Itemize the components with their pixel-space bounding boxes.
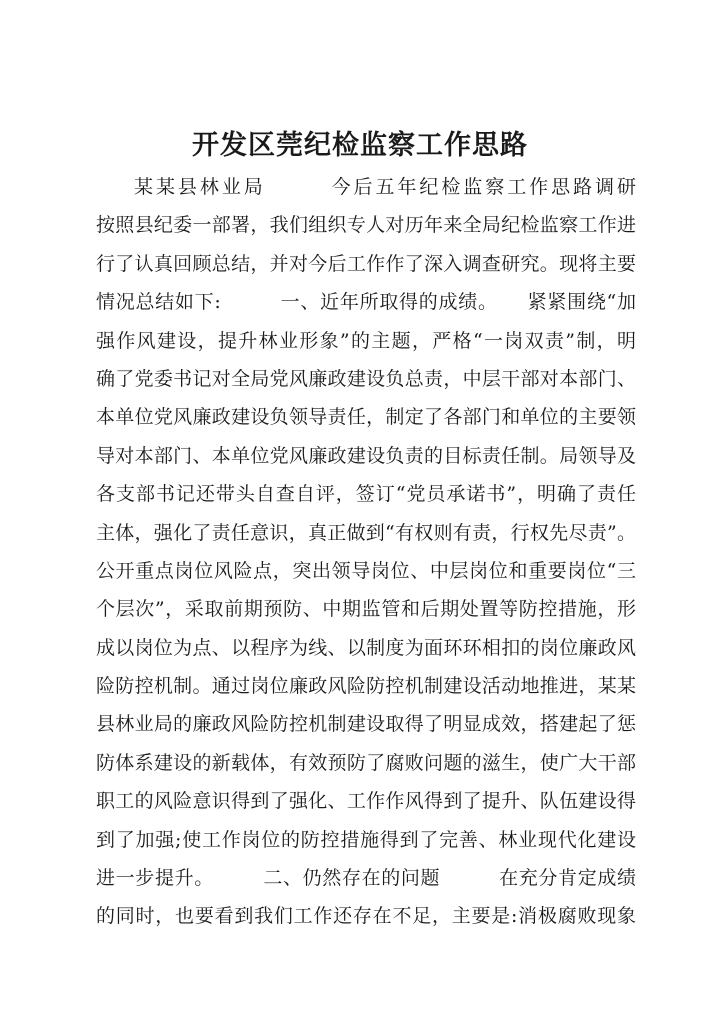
body-line: 成以岗位为点、以程序为线、以制度为面环环相扣的岗位廉政风 <box>96 636 636 659</box>
body-line: 按照县纪委一部署，我们组织专人对历年来全局纪检监察工作进 <box>96 214 636 237</box>
body-line: 的同时，也要看到我们工作还存在不足，主要是:消极腐败现象 <box>96 905 636 928</box>
body-line: 情况总结如下: 一、近年所取得的成绩。 紧紧围绕“加 <box>96 291 636 314</box>
body-line: 到了加强;使工作岗位的防控措施得到了完善、林业现代化建设 <box>96 828 636 851</box>
body-line: 险防控机制。通过岗位廉政风险防控机制建设活动地推进，某某 <box>96 675 636 698</box>
document-body <box>96 168 636 936</box>
body-line: 行了认真回顾总结，并对今后工作作了深入调查研究。现将主要 <box>96 252 636 275</box>
body-line: 职工的风险意识得到了强化、工作作风得到了提升、队伍建设得 <box>96 790 636 813</box>
body-line: 确了党委书记对全局党风廉政建设负总责，中层干部对本部门、 <box>96 367 636 390</box>
body-line: 强作风建设，提升林业形象”的主题，严格“一岗双责”制，明 <box>96 329 636 352</box>
body-line: 公开重点岗位风险点，突出领导岗位、中层岗位和重要岗位“三 <box>96 559 636 582</box>
body-line: 县林业局的廉政风险防控机制建设取得了明显成效，搭建起了惩 <box>96 713 636 736</box>
document-title: 开发区莞纪检监察工作思路 <box>192 130 528 161</box>
body-line: 导对本部门、本单位党风廉政建设负责的目标责任制。局领导及 <box>96 444 636 467</box>
body-line: 某某县林业局 今后五年纪检监察工作思路调研 <box>134 176 636 198</box>
body-line: 本单位党风廉政建设负领导责任，制定了各部门和单位的主要领 <box>96 406 636 429</box>
body-line: 进一步提升。 二、仍然存在的问题 在充分肯定成绩 <box>96 867 636 890</box>
body-line: 防体系建设的新载体，有效预防了腐败问题的滋生，使广大干部 <box>96 751 636 774</box>
body-line: 个层次”，采取前期预防、中期监管和后期处置等防控措施，形 <box>96 598 636 621</box>
body-line: 主体，强化了责任意识，真正做到“有权则有责，行权先尽责”。 <box>96 521 636 544</box>
body-line: 各支部书记还带头自查自评，签订“党员承诺书”，明确了责任 <box>96 483 636 506</box>
